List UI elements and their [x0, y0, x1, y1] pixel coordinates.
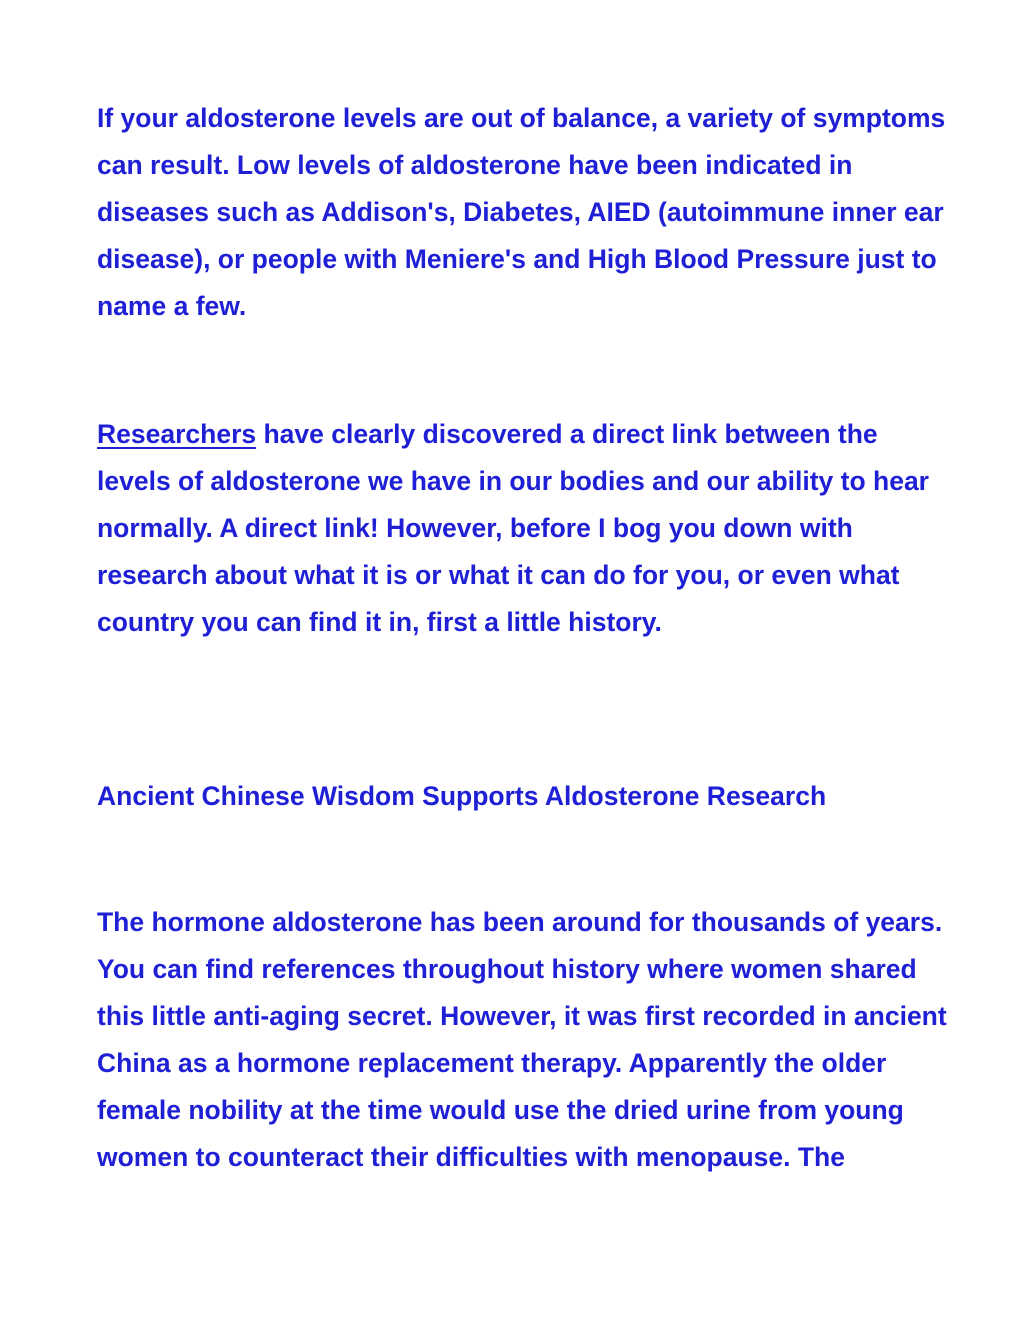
- paragraph-history: The hormone aldosterone has been around for thousands of years. You can find references throughout history where women shared this little anti-aging secret. However, it was first recorded in ancient China as a hormone replacement therapy. Apparently the older female nobility at the time would use the dried urine from young women to counteract their difficulties with menopause. The: [97, 907, 947, 1172]
- section-heading: Ancient Chinese Wisdom Supports Aldosterone Research: [97, 781, 827, 811]
- paragraph-symptoms: If your aldosterone levels are out of balance, a variety of symptoms can result. Low levels of aldosterone have been indicated in diseases such as Addison's, Diabetes, AIED (autoimmune inner ear disease), or people with Meniere's and High Blood Pressure just to name a few.: [97, 103, 946, 321]
- researchers-link[interactable]: Researchers: [97, 419, 257, 449]
- paragraph-researchers: [97, 411, 947, 646]
- paragraph-researchers-text: have clearly discovered a direct link between the levels of aldosterone we have in our bodies and our ability to hear normally. A direct link! However, before I bog you down with research about what it is or what it can do for you, or even what country you can find it in, first a little history.: [97, 419, 929, 637]
